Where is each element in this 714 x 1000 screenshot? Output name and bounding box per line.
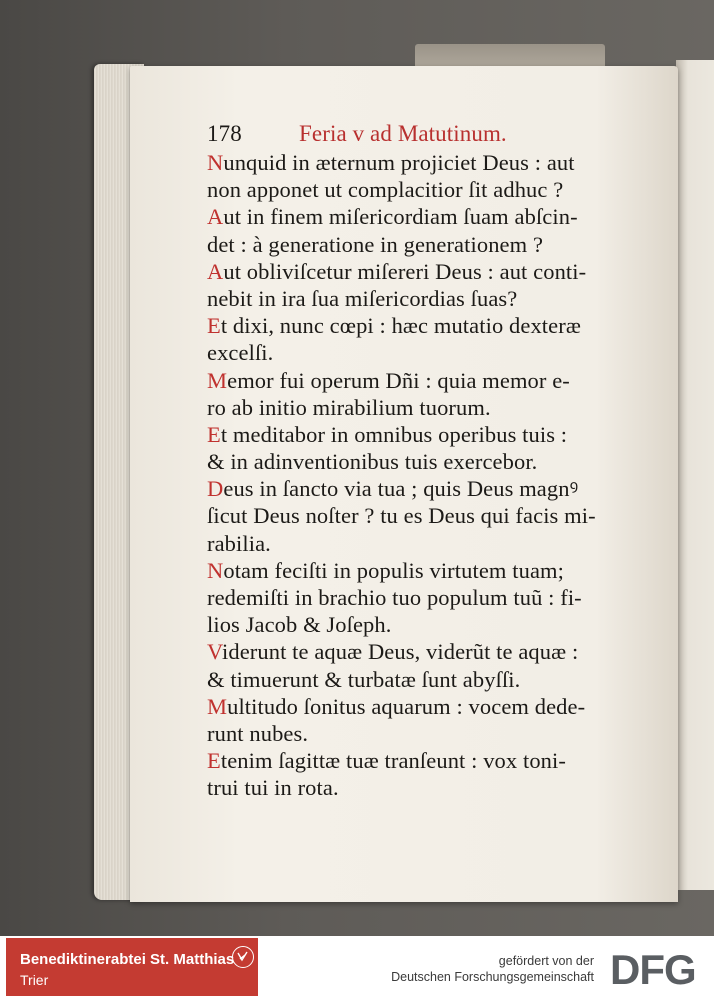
text-line — [207, 475, 667, 502]
line-text: t meditabor in omnibus operibus tuis : — [220, 421, 568, 447]
line-text: ut in finem miſericordiam ſuam abſcin- — [223, 204, 578, 230]
line-text: otam feciſti in populis virtutem tuam; — [223, 557, 564, 583]
rubric-initial: V — [207, 639, 222, 665]
text-line — [207, 448, 667, 475]
text-line — [207, 258, 667, 285]
funding-line-2: Deutschen Forschungsgemeinschaft — [391, 970, 594, 984]
line-text: tenim ſagittæ tuæ tranſeunt : vox toni- — [220, 748, 566, 774]
line-text: t dixi, nunc cœpi : hæc mutatio dexteræ — [220, 313, 581, 339]
rubric-initial: E — [207, 313, 221, 339]
line-text: ultitudo ſonitus aquarum : vocem dede- — [227, 693, 586, 719]
line-text: det : à generatione in generationem ? — [207, 231, 544, 257]
text-line — [207, 285, 667, 312]
line-text: unquid in æternum projiciet Deus : aut — [223, 150, 575, 175]
text-line — [207, 231, 667, 258]
text-line — [207, 367, 667, 394]
line-text: non apponet ut complacitior ſit adhuc ? — [207, 177, 564, 203]
institution-name: Benediktinerabtei St. Matthias — [20, 951, 235, 968]
text-line — [207, 720, 667, 747]
text-line — [207, 149, 667, 176]
line-text: redemiſti in brachio tuo populum tuũ : fi- — [207, 585, 582, 610]
page-header — [207, 120, 667, 147]
text-line — [207, 774, 667, 801]
line-text: trui tui in rota. — [207, 775, 339, 801]
institution-box[interactable] — [6, 938, 258, 996]
institution-city: Trier — [20, 972, 49, 988]
text-line — [207, 638, 667, 665]
rubric-initial: N — [207, 557, 224, 583]
dfg-logo[interactable] — [608, 946, 708, 990]
text-line — [207, 584, 667, 611]
line-text: emor fui operum Dñi : quia memor e- — [227, 367, 570, 393]
line-text: eus in ſancto via tua ; quis Deus magnꝰ — [223, 476, 579, 502]
rubric-initial: E — [207, 748, 221, 774]
institution-logo-icon — [232, 946, 254, 968]
line-text: iderunt te aquæ Deus, viderũt te aquæ : — [222, 639, 579, 665]
text-line — [207, 176, 667, 203]
text-line — [207, 203, 667, 230]
line-text: rabilia. — [207, 530, 271, 556]
text-line — [207, 312, 667, 339]
rubric-initial: N — [207, 150, 224, 175]
dfg-logo-text: DFG — [610, 946, 696, 990]
text-line — [207, 693, 667, 720]
rubric-initial: A — [207, 258, 224, 284]
text-line — [207, 611, 667, 638]
rubric-initial: M — [207, 367, 228, 393]
rubric-initial: M — [207, 693, 228, 719]
text-line — [207, 557, 667, 584]
line-text: lios Jacob & Joſeph. — [207, 612, 392, 638]
facing-page-edge — [676, 60, 714, 890]
line-text: ut obliviſcetur miſereri Deus : aut conti- — [223, 258, 587, 284]
line-text: & in adinventionibus tuis exercebor. — [207, 449, 538, 475]
funding-text — [391, 953, 594, 985]
line-text: excelſi. — [207, 340, 274, 366]
text-line — [207, 394, 667, 421]
line-text: runt nubes. — [207, 720, 309, 746]
rubric-initial: D — [207, 476, 224, 502]
text-line — [207, 666, 667, 693]
text-lines — [207, 149, 667, 802]
text-line — [207, 502, 667, 529]
rubric-initial: E — [207, 421, 221, 447]
funding-line-1: gefördert von der — [498, 954, 594, 968]
text-line — [207, 339, 667, 366]
text-line — [207, 530, 667, 557]
page-text — [207, 120, 667, 802]
line-text: ſicut Deus noſter ? tu es Deus qui facis mi- — [207, 503, 596, 529]
line-text: ro ab initio mirabilium tuorum. — [207, 394, 491, 420]
page-number: 178 — [207, 121, 242, 146]
footer-bar — [0, 936, 714, 1000]
line-text: & timuerunt & turbatæ ſunt abyſſi. — [207, 666, 521, 692]
rubric-initial: A — [207, 204, 224, 230]
line-text: nebit in ira ſua miſericordias ſuas? — [207, 285, 518, 311]
text-line — [207, 421, 667, 448]
running-head: Feria v ad Matutinum. — [299, 121, 507, 146]
text-line — [207, 747, 667, 774]
